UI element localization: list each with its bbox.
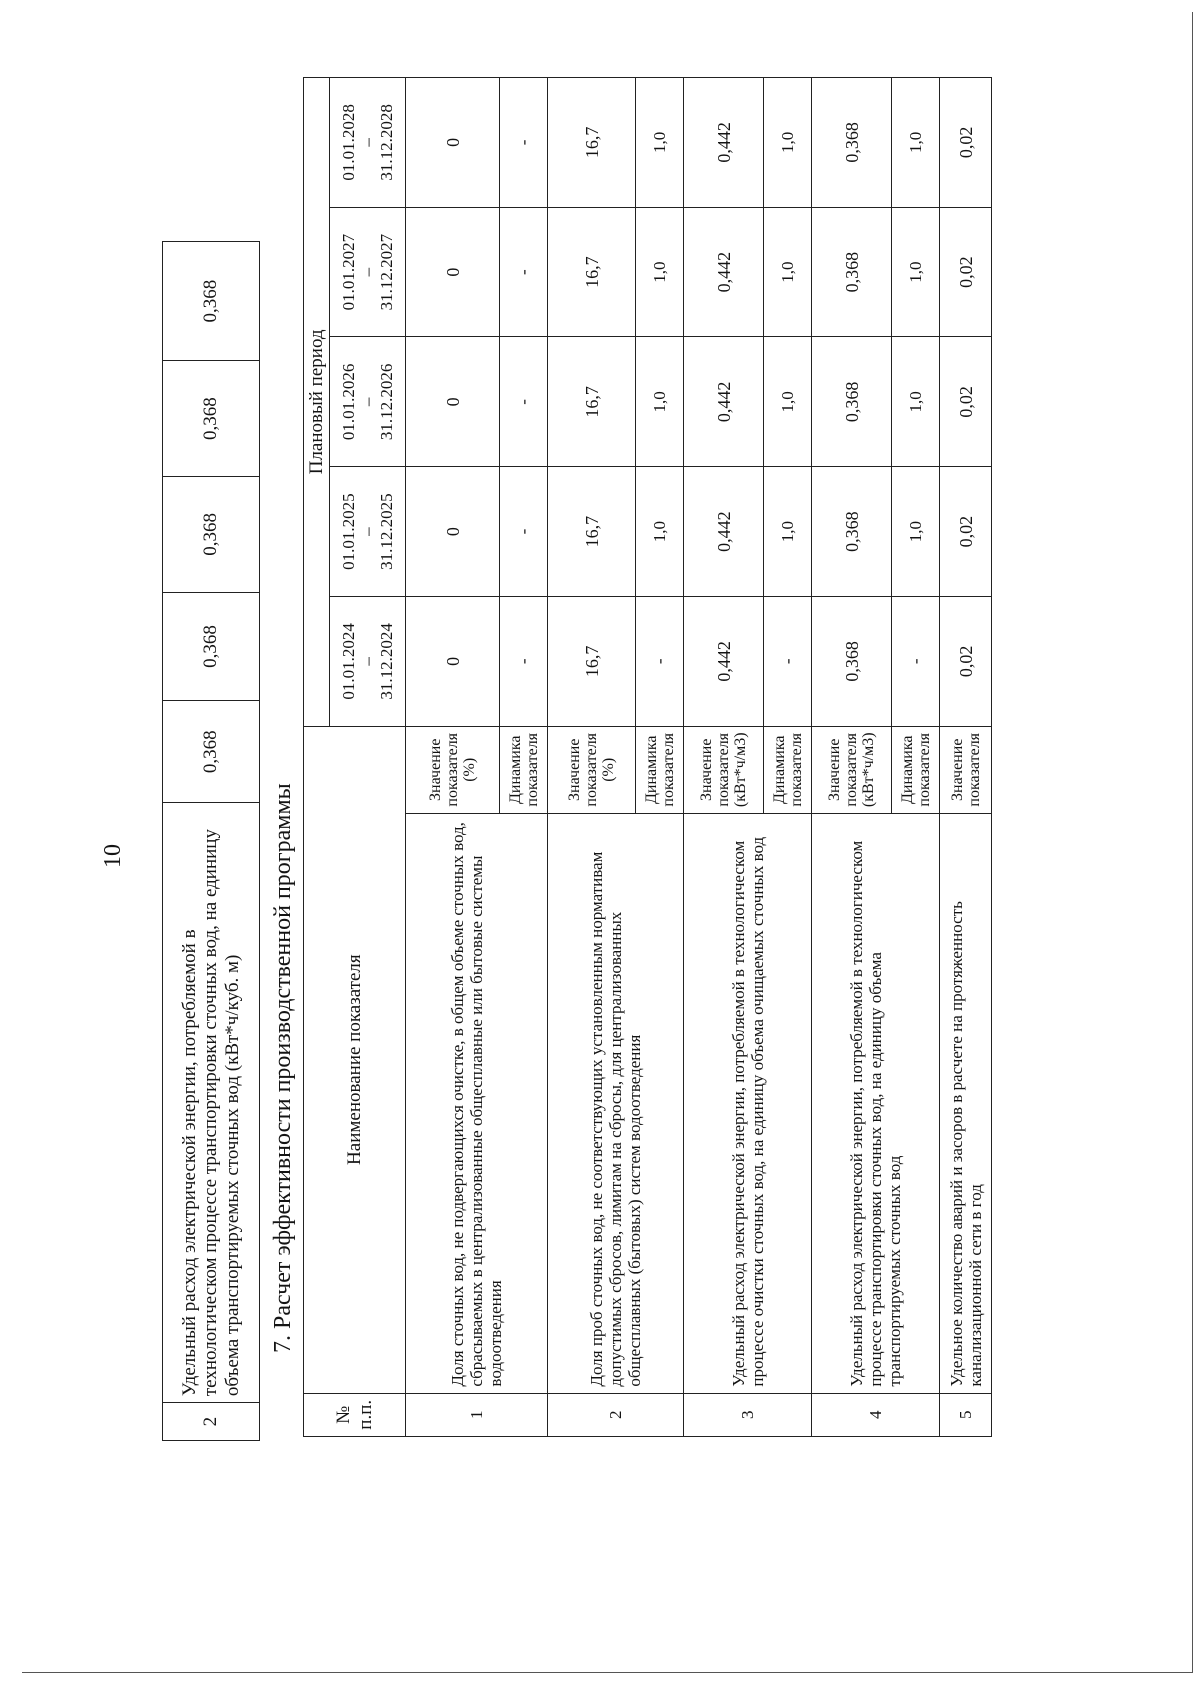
value-cell: 16,7 [548, 337, 636, 467]
indicator-name: Доля проб сточных вод, не соответствующих установленным нормативам допустимых сбросов, лимитам на сбросы, для централизованных общесплавных (бытовых) систем водоотведения [548, 813, 684, 1393]
dynamics-cell: 1,0 [764, 78, 812, 208]
value-cell: 0,02 [940, 467, 992, 597]
dynamics-cell: - [892, 596, 940, 726]
value-cell: 0,368 [163, 592, 260, 701]
efficiency-table [303, 77, 992, 1437]
indicator-name: Удельный расход электрической энергии, потребляемой в технологическом процессе транспортировки сточных вод, на единицу объема транспортируемых сточных вод [812, 813, 940, 1393]
value-cell: 0 [406, 467, 500, 597]
value-cell: 0,368 [163, 476, 260, 592]
indicator-type: Значение показателя [940, 726, 992, 813]
period-cell: 01.01.2027 – 31.12.2027 [330, 207, 406, 337]
value-cell: 0,442 [684, 596, 764, 726]
dynamics-cell: 1,0 [636, 207, 684, 337]
indicator-type: Значение показателя (кВт*ч/м3) [812, 726, 892, 813]
dynamics-cell: - [500, 78, 548, 208]
value-cell: 0,368 [163, 701, 260, 803]
row-number: 2 [548, 1393, 684, 1436]
value-cell: 0,368 [812, 467, 892, 597]
dynamics-cell: - [500, 207, 548, 337]
value-cell: 0 [406, 78, 500, 208]
row-number: 5 [940, 1393, 992, 1436]
indicator-type: Динамика показателя [764, 726, 812, 813]
dynamics-cell: - [500, 337, 548, 467]
value-cell: 16,7 [548, 596, 636, 726]
value-cell: 0 [406, 596, 500, 726]
value-cell: 16,7 [548, 78, 636, 208]
indicator-type: Значение показателя (%) [406, 726, 500, 813]
period-cell: 01.01.2025 – 31.12.2025 [330, 467, 406, 597]
dynamics-cell: 1,0 [636, 78, 684, 208]
dynamics-cell: 1,0 [764, 337, 812, 467]
page-number: 10 [100, 844, 126, 868]
indicator-name: Доля сточных вод, не подвергающихся очистке, в общем объеме сточных вод, сбрасываемых в централизованные общесплавные или бытовые системы водоотведения [406, 813, 548, 1393]
dynamics-cell: 1,0 [636, 337, 684, 467]
dynamics-cell: 1,0 [892, 207, 940, 337]
dynamics-cell: 1,0 [764, 207, 812, 337]
table-row [548, 78, 636, 1437]
indicator-name: Удельный расход электрической энергии, потребляемой в технологическом процессе очистки сточных вод, на единицу объема очищаемых сточных вод [684, 813, 812, 1393]
dynamics-cell: 1,0 [892, 78, 940, 208]
value-cell: 0,442 [684, 207, 764, 337]
indicator-type: Значение показателя (%) [548, 726, 636, 813]
value-cell: 0,02 [940, 78, 992, 208]
row-number: 1 [406, 1393, 548, 1436]
value-cell: 0 [406, 337, 500, 467]
dynamics-cell: - [500, 596, 548, 726]
value-cell: 16,7 [548, 207, 636, 337]
value-cell: 0,368 [163, 242, 260, 361]
period-cell: 01.01.2024 – 31.12.2024 [330, 596, 406, 726]
value-cell: 16,7 [548, 467, 636, 597]
period-cell: 01.01.2028 – 31.12.2028 [330, 78, 406, 208]
dynamics-cell: 1,0 [892, 467, 940, 597]
value-cell: 0 [406, 207, 500, 337]
indicator-name: Удельный расход электрической энергии, потребляемой в технологическом процессе транспортировки сточных вод, на единицу объема транспортируемых сточных вод (кВт*ч/куб. м) [163, 803, 260, 1403]
header-row [304, 78, 330, 1437]
table-row [406, 78, 500, 1437]
row-number: 4 [812, 1393, 940, 1436]
value-cell: 0,368 [812, 78, 892, 208]
indicator-name: Удельное количество аварий и засоров в расчете на протяженность канализационной сети в год [940, 813, 992, 1393]
header-planned-period: Плановый период [304, 78, 330, 727]
header-name: Наименование показателя [304, 726, 406, 1393]
value-cell: 0,368 [812, 207, 892, 337]
value-cell: 0,02 [940, 337, 992, 467]
dynamics-cell: - [636, 596, 684, 726]
dynamics-cell: - [500, 467, 548, 597]
dynamics-cell: 1,0 [892, 337, 940, 467]
value-cell: 0,368 [163, 361, 260, 477]
section-title: 7. Расчет эффективности производственной программы [270, 783, 296, 1353]
table-row [940, 78, 992, 1437]
value-cell: 0,442 [684, 78, 764, 208]
dynamics-cell: - [764, 596, 812, 726]
row-number: 2 [163, 1403, 260, 1441]
value-cell: 0,02 [940, 596, 992, 726]
period-cell: 01.01.2026 – 31.12.2026 [330, 337, 406, 467]
table-row [812, 78, 892, 1437]
table-row [163, 242, 260, 1441]
indicator-type: Динамика показателя [892, 726, 940, 813]
indicator-type: Динамика показателя [500, 726, 548, 813]
value-cell: 0,368 [812, 596, 892, 726]
table-continuation [162, 241, 260, 1441]
value-cell: 0,442 [684, 467, 764, 597]
header-number: № п.п. [304, 1393, 406, 1436]
table-row [684, 78, 764, 1437]
value-cell: 0,368 [812, 337, 892, 467]
indicator-type: Динамика показателя [636, 726, 684, 813]
value-cell: 0,442 [684, 337, 764, 467]
value-cell: 0,02 [940, 207, 992, 337]
indicator-type: Значение показателя (кВт*ч/м3) [684, 726, 764, 813]
dynamics-cell: 1,0 [636, 467, 684, 597]
dynamics-cell: 1,0 [764, 467, 812, 597]
row-number: 3 [684, 1393, 812, 1436]
